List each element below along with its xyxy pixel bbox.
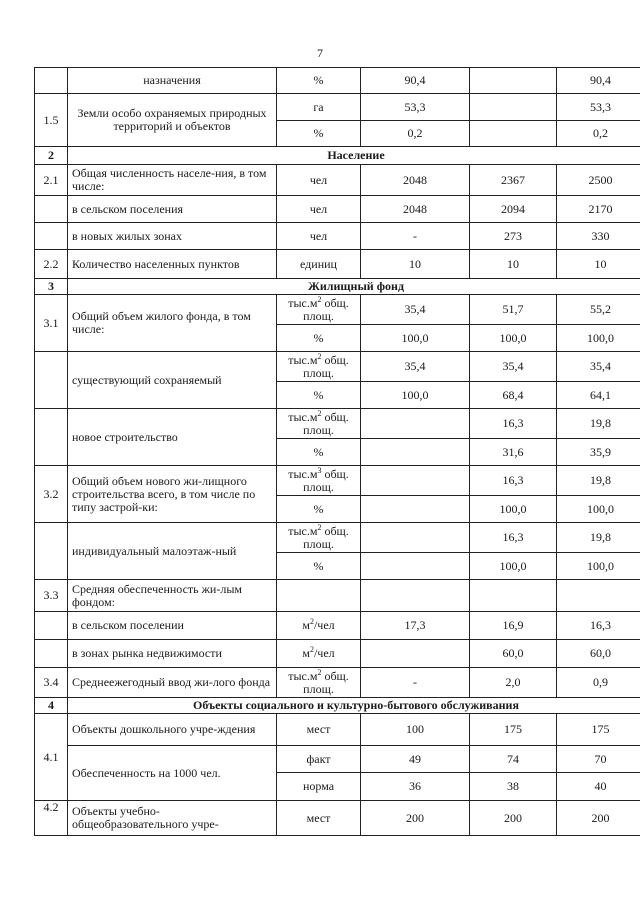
table-row (35, 352, 640, 382)
value-current: 100 (361, 714, 470, 746)
section-number: 4 (35, 698, 68, 714)
unit-of-measure: $тыс.м^2$ общ. площ. (277, 523, 361, 553)
unit-of-measure: $м^2$/чел (277, 640, 361, 668)
table-row (35, 668, 640, 698)
value-current: 2048 (361, 165, 470, 196)
table-row (35, 295, 640, 325)
indicator-name: в зонах рынка недвижимости (68, 640, 277, 668)
indicator-name: Общий объем жилого фонда, в том числе: (68, 295, 277, 352)
value-first-stage: 16,3 (470, 523, 557, 553)
row-number (35, 409, 68, 466)
value-estimated: 35,4 (557, 352, 640, 382)
value-current (361, 640, 470, 668)
unit-of-measure (277, 580, 361, 612)
table-row (35, 94, 640, 121)
row-number: 2.1 (35, 165, 68, 196)
value-first-stage: 2,0 (470, 668, 557, 698)
value-first-stage: 16,3 (470, 409, 557, 439)
unit-of-measure: $тыс.м^2$ общ. площ. (277, 668, 361, 698)
value-current: 90,4 (361, 68, 470, 94)
unit-of-measure: факт (277, 746, 361, 773)
unit-of-measure: % (277, 496, 361, 523)
row-number: 1.5 (35, 94, 68, 147)
table-row (35, 466, 640, 496)
unit-of-measure: % (277, 382, 361, 409)
value-current: 2048 (361, 196, 470, 223)
value-estimated: 100,0 (557, 553, 640, 580)
unit-of-measure: % (277, 553, 361, 580)
row-number (35, 523, 68, 580)
row-number (35, 223, 68, 250)
value-estimated: 100,0 (557, 325, 640, 352)
value-estimated: 100,0 (557, 496, 640, 523)
value-first-stage: 200 (470, 801, 557, 836)
value-first-stage (470, 68, 557, 94)
value-current: 17,3 (361, 612, 470, 640)
unit-of-measure: га (277, 94, 361, 121)
indicator-name: Объекты дошкольного учре-ждения (68, 714, 277, 746)
row-number: 3.3 (35, 580, 68, 612)
unit-of-measure: чел (277, 165, 361, 196)
unit-of-measure: % (277, 121, 361, 147)
value-first-stage: 60,0 (470, 640, 557, 668)
row-number: 2.2 (35, 250, 68, 279)
unit-of-measure: % (277, 68, 361, 94)
unit-of-measure: чел (277, 196, 361, 223)
indicator-name: Средняя обеспеченность жи-лым фондом: (68, 580, 277, 612)
value-estimated: 60,0 (557, 640, 640, 668)
value-first-stage: 175 (470, 714, 557, 746)
value-first-stage (470, 580, 557, 612)
value-estimated: 2170 (557, 196, 640, 223)
value-current: 35,4 (361, 295, 470, 325)
value-estimated: 64,1 (557, 382, 640, 409)
value-first-stage: 100,0 (470, 325, 557, 352)
section-header-row (35, 698, 640, 714)
value-current: 49 (361, 746, 470, 773)
value-estimated: 200 (557, 801, 640, 836)
table-row (35, 612, 640, 640)
value-estimated: 0,9 (557, 668, 640, 698)
value-current (361, 439, 470, 466)
table-row (35, 250, 640, 279)
value-estimated: 19,8 (557, 409, 640, 439)
table-row (35, 746, 640, 773)
indicator-name: Общий объем нового жи-лищного строительства всего, в том числе по типу застрой-ки: (68, 466, 277, 523)
value-first-stage: 100,0 (470, 496, 557, 523)
value-current: 200 (361, 801, 470, 836)
section-number: 3 (35, 279, 68, 295)
indicator-name: Обеспеченность на 1000 чел. (68, 746, 277, 801)
value-estimated: 2500 (557, 165, 640, 196)
value-current (361, 580, 470, 612)
row-number: 3.4 (35, 668, 68, 698)
value-estimated: 175 (557, 714, 640, 746)
indicators-table (34, 67, 640, 836)
value-first-stage: 10 (470, 250, 557, 279)
value-current (361, 553, 470, 580)
value-first-stage: 16,9 (470, 612, 557, 640)
table-row (35, 68, 640, 94)
value-current: 10 (361, 250, 470, 279)
value-estimated: 16,3 (557, 612, 640, 640)
value-current (361, 496, 470, 523)
indicator-name: Земли особо охраняемых природных территорий и объектов (68, 94, 277, 147)
unit-of-measure: $м^2$/чел (277, 612, 361, 640)
value-estimated: 19,8 (557, 523, 640, 553)
value-estimated: 40 (557, 773, 640, 801)
section-header-row (35, 147, 640, 165)
row-number: 4.1 (35, 714, 68, 801)
value-first-stage: 74 (470, 746, 557, 773)
table-row (35, 409, 640, 439)
value-current: 0,2 (361, 121, 470, 147)
value-estimated: 53,3 (557, 94, 640, 121)
value-current (361, 523, 470, 553)
indicator-name: Объекты учебно-общеобразовательного учре- (68, 801, 277, 836)
value-first-stage: 31,6 (470, 439, 557, 466)
value-first-stage (470, 121, 557, 147)
table-row (35, 523, 640, 553)
value-estimated: 55,2 (557, 295, 640, 325)
value-current: 100,0 (361, 382, 470, 409)
value-current: - (361, 668, 470, 698)
value-first-stage: 35,4 (470, 352, 557, 382)
unit-of-measure: мест (277, 801, 361, 836)
page-number: 7 (317, 46, 323, 60)
indicator-name: Общая численность населе-ния, в том числе: (68, 165, 277, 196)
indicator-name: существующий сохраняемый (68, 352, 277, 409)
unit-of-measure: чел (277, 223, 361, 250)
unit-of-measure: % (277, 325, 361, 352)
value-current (361, 409, 470, 439)
value-estimated: 90,4 (557, 68, 640, 94)
value-current: - (361, 223, 470, 250)
row-number (35, 612, 68, 640)
row-number (35, 68, 68, 94)
indicator-name: Количество населенных пунктов (68, 250, 277, 279)
unit-of-measure: $тыс.м^2$ общ. площ. (277, 295, 361, 325)
indicator-name: Среднеежегодный ввод жи-лого фонда (68, 668, 277, 698)
row-number: 4.2 (35, 801, 68, 836)
unit-of-measure: $тыс.м^2$ общ. площ. (277, 352, 361, 382)
unit-of-measure: единиц (277, 250, 361, 279)
value-current: 100,0 (361, 325, 470, 352)
value-first-stage: 38 (470, 773, 557, 801)
table-row (35, 714, 640, 746)
row-number (35, 352, 68, 409)
section-title: Объекты социального и культурно-бытового обслуживания (68, 698, 640, 714)
unit-of-measure: норма (277, 773, 361, 801)
unit-of-measure: % (277, 439, 361, 466)
row-number: 3.2 (35, 466, 68, 523)
row-number (35, 196, 68, 223)
row-number: 3.1 (35, 295, 68, 352)
table-row (35, 580, 640, 612)
value-estimated: 10 (557, 250, 640, 279)
value-first-stage (470, 94, 557, 121)
table-row (35, 165, 640, 196)
indicator-name: новое строительство (68, 409, 277, 466)
value-current: 53,3 (361, 94, 470, 121)
value-estimated: 0,2 (557, 121, 640, 147)
row-number (35, 640, 68, 668)
value-first-stage: 16,3 (470, 466, 557, 496)
section-header-row (35, 279, 640, 295)
value-first-stage: 2094 (470, 196, 557, 223)
section-title: Население (68, 147, 640, 165)
value-estimated: 19,8 (557, 466, 640, 496)
table-row (35, 640, 640, 668)
table-row (35, 196, 640, 223)
indicator-name: в новых жилых зонах (68, 223, 277, 250)
value-estimated (557, 580, 640, 612)
indicator-name: в сельском поселения (68, 196, 277, 223)
indicator-name: в сельском поселении (68, 612, 277, 640)
table-row (35, 801, 640, 836)
unit-of-measure: $тыс.м^2$ общ. площ. (277, 409, 361, 439)
indicators-table-body (35, 68, 640, 836)
indicator-name: индивидуальный малоэтаж-ный (68, 523, 277, 580)
value-first-stage: 51,7 (470, 295, 557, 325)
value-first-stage: 100,0 (470, 553, 557, 580)
table-row (35, 223, 640, 250)
value-current: 36 (361, 773, 470, 801)
value-current (361, 466, 470, 496)
unit-of-measure: мест (277, 714, 361, 746)
indicator-name: назначения (68, 68, 277, 94)
value-estimated: 330 (557, 223, 640, 250)
section-number: 2 (35, 147, 68, 165)
value-current: 35,4 (361, 352, 470, 382)
value-first-stage: 68,4 (470, 382, 557, 409)
value-first-stage: 2367 (470, 165, 557, 196)
section-title: Жилищный фонд (68, 279, 640, 295)
value-first-stage: 273 (470, 223, 557, 250)
value-estimated: 70 (557, 746, 640, 773)
value-estimated: 35,9 (557, 439, 640, 466)
unit-of-measure: $тыс.м^3$ общ. площ. (277, 466, 361, 496)
